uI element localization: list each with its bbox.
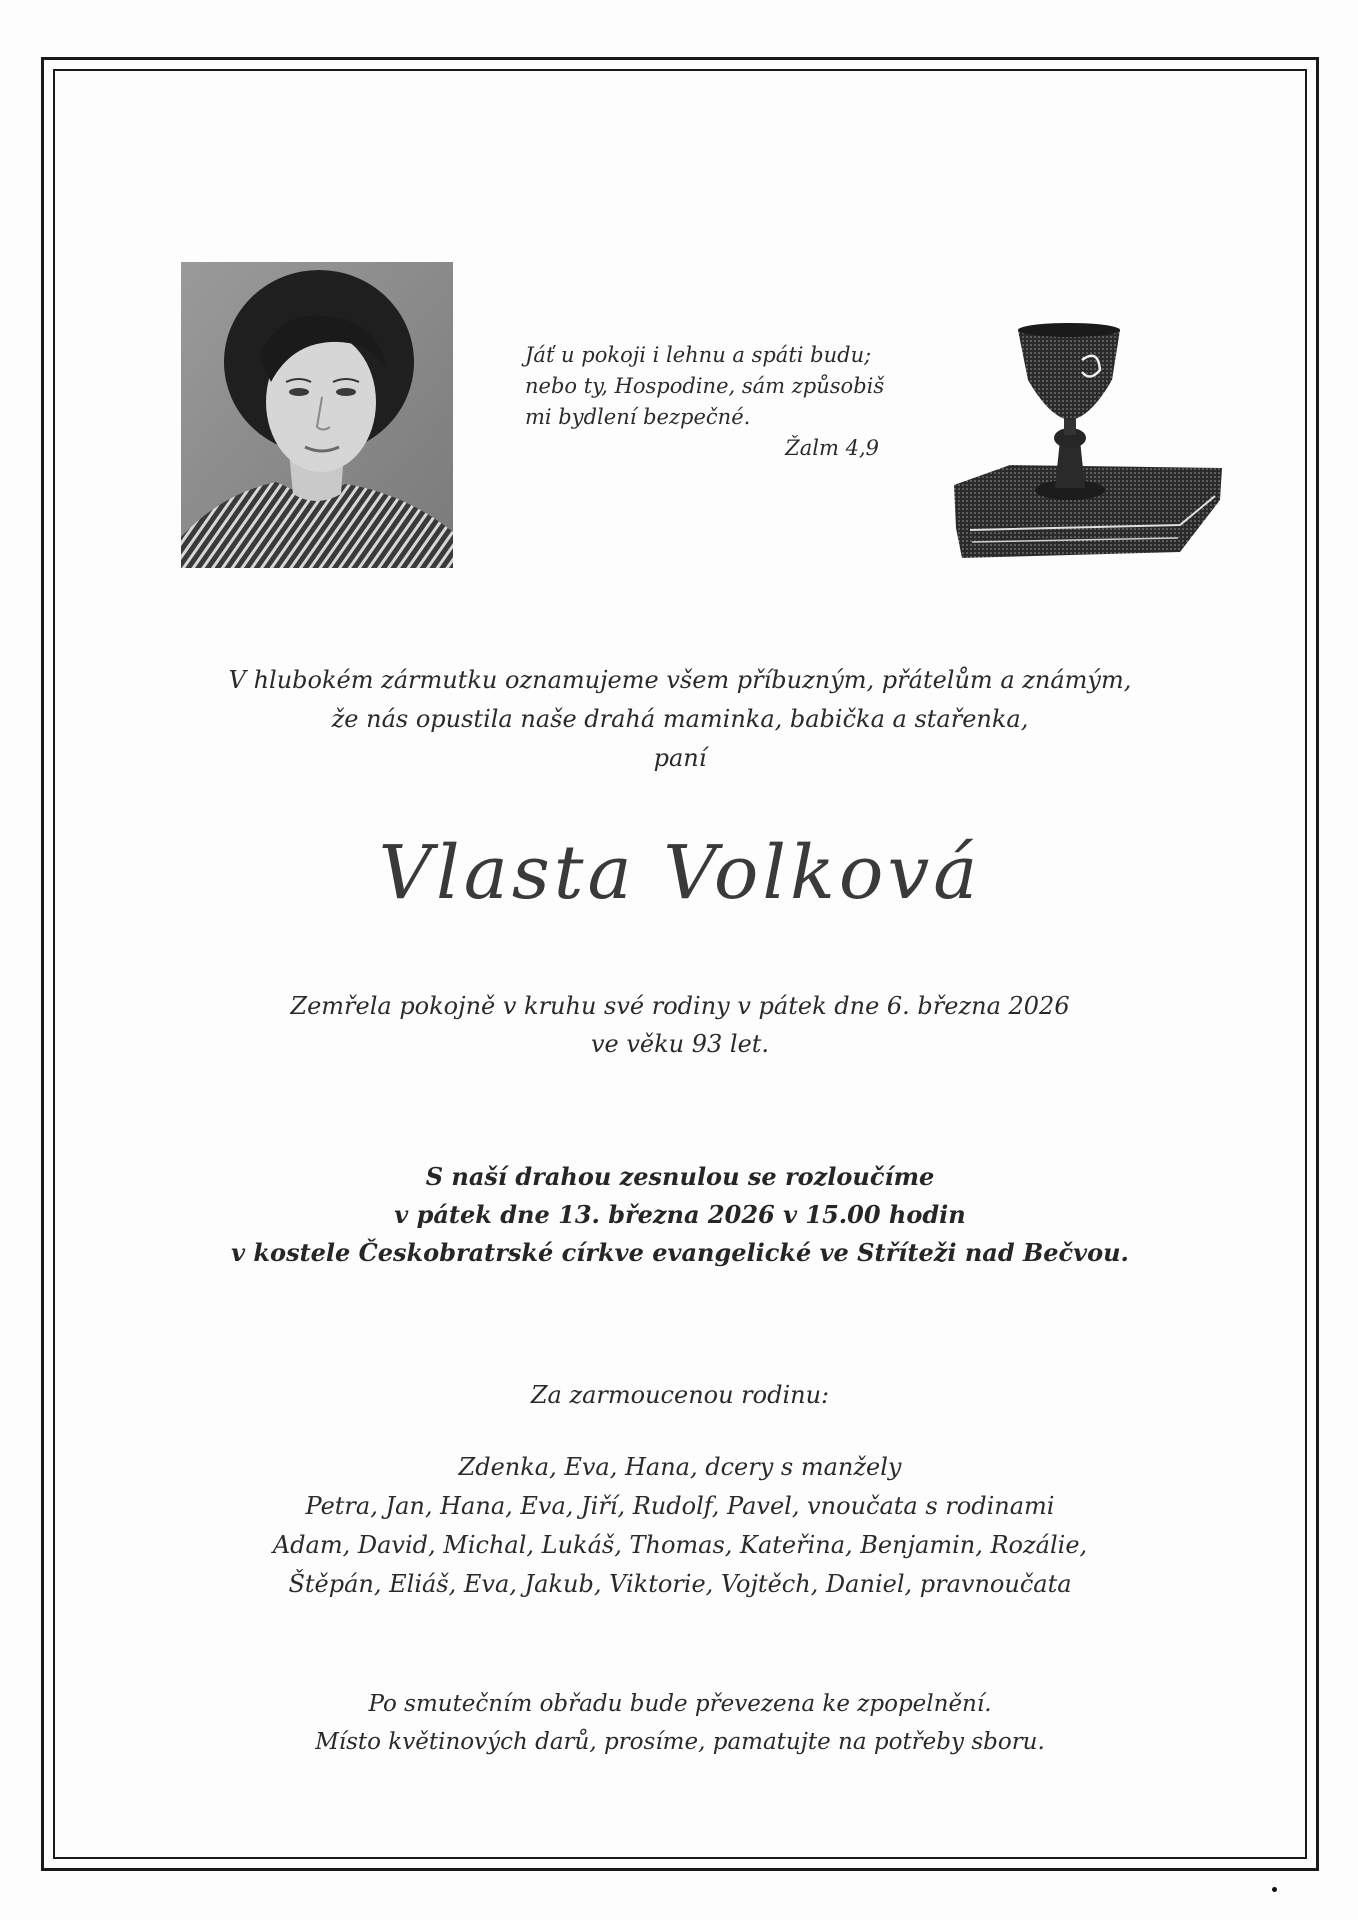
intro-line: že nás opustila naše drahá maminka, babička a stařenka, (331, 705, 1029, 733)
farewell-line: v pátek dne 13. března 2026 v 15.00 hodin (394, 1200, 966, 1229)
psalm-quote (525, 340, 905, 464)
closing-line: Po smutečním obřadu bude převezena ke zpopelnění. (368, 1691, 992, 1717)
death-info (60, 987, 1300, 1063)
intro-line: V hlubokém zármutku oznamujeme všem příbuzným, přátelům a známým, (228, 666, 1132, 694)
death-line: ve věku 93 let. (590, 1030, 770, 1058)
scan-speck (1272, 1887, 1277, 1892)
intro-line: paní (653, 744, 707, 772)
family-line: Petra, Jan, Hana, Eva, Jiří, Rudolf, Pavel, vnoučata s rodinami (305, 1492, 1055, 1520)
family-line: Adam, David, Michal, Lukáš, Thomas, Kateřina, Benjamin, Rozálie, (272, 1531, 1088, 1559)
announcement-intro (60, 661, 1300, 778)
closing-line: Místo květinových darů, prosíme, pamatujte na potřeby sboru. (315, 1729, 1045, 1755)
closing-note (60, 1685, 1300, 1761)
family-line: Zdenka, Eva, Hana, dcery s manžely (458, 1453, 902, 1481)
farewell-line: v kostele Českobratrské církve evangelické ve Stříteži nad Bečvou. (231, 1238, 1129, 1267)
psalm-line: mi bydlení bezpečné. (525, 405, 751, 429)
psalm-line: Jáť u pokoji i lehnu a spáti budu; (525, 343, 872, 367)
family-label: Za zarmoucenou rodinu: (530, 1381, 830, 1409)
chalice-on-book-icon (950, 320, 1235, 565)
death-line: Zemřela pokojně v kruhu své rodiny v pátek dne 6. března 2026 (290, 992, 1070, 1020)
deceased-name: Vlasta Volková (378, 830, 982, 916)
farewell-ceremony (60, 1158, 1300, 1272)
farewell-line: S naší drahou zesnulou se rozloučíme (425, 1162, 935, 1191)
family-list (60, 1448, 1300, 1604)
psalm-line: nebo ty, Hospodine, sám způsobiš (525, 374, 885, 398)
portrait-photo (181, 262, 453, 568)
psalm-reference: Žalm 4,9 (785, 436, 879, 460)
family-line: Štěpán, Eliáš, Eva, Jakub, Viktorie, Vojtěch, Daniel, pravnoučata (288, 1570, 1072, 1598)
